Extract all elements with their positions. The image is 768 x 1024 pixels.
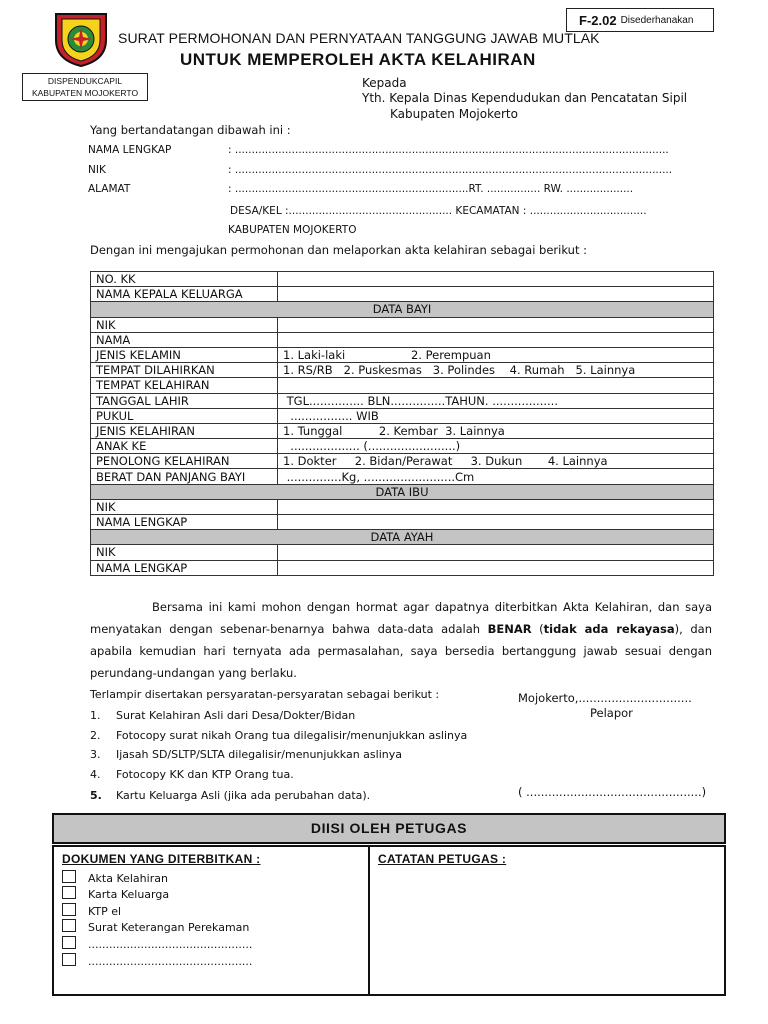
nik-field[interactable]: : ................................................................................................................................... [228, 164, 673, 176]
table-row [91, 408, 714, 423]
table-row-value[interactable]: 1. Laki-laki 2. Perempuan [278, 347, 714, 362]
table-row-value[interactable]: ................... (........................) [278, 439, 714, 454]
table-row-label: NIK [91, 545, 278, 560]
officer-notes-heading: CATATAN PETUGAS : [378, 852, 507, 866]
table-row-value[interactable]: ................. WIB [278, 408, 714, 423]
table-row-value[interactable] [278, 545, 714, 560]
requirement-number: 4. [90, 768, 101, 781]
agency-box [22, 73, 148, 101]
table-row [91, 287, 714, 302]
table-row-label: ANAK KE [91, 439, 278, 454]
recipient-kepada: Kepada [362, 76, 407, 90]
document-checkbox[interactable] [62, 936, 76, 949]
form-code-box [566, 8, 714, 32]
table-row-value[interactable] [278, 499, 714, 514]
document-checkbox[interactable] [62, 870, 76, 883]
document-checkbox[interactable] [62, 919, 76, 932]
requirements-intro: Terlampir disertakan persyaratan-persyaratan sebagai berikut : [90, 688, 440, 701]
table-row-label: TEMPAT DILAHIRKAN [91, 363, 278, 378]
requirement-number: 2. [90, 729, 101, 742]
signature-name-line[interactable]: ( ................................................) [518, 785, 707, 799]
table-section-heading: DATA BAYI [91, 302, 714, 317]
officer-section-title: DIISI OLEH PETUGAS [52, 813, 726, 844]
document-checkbox[interactable] [62, 903, 76, 916]
table-row [91, 317, 714, 332]
table-row [91, 378, 714, 393]
table-row-label: NAMA LENGKAP [91, 515, 278, 530]
table-row-value[interactable] [278, 378, 714, 393]
declaration-tidak-rekayasa: tidak ada rekayasa [543, 622, 675, 636]
table-row-value[interactable]: TGL............... BLN...............TAHUN. .................. [278, 393, 714, 408]
declaration-text-b: ( [531, 622, 544, 636]
table-row [91, 332, 714, 347]
table-row-value[interactable] [278, 272, 714, 287]
table-row-label: NIK [91, 499, 278, 514]
document-option-label: Karta Keluarga [88, 888, 170, 901]
requirement-text: Kartu Keluarga Asli (jika ada perubahan data). [116, 789, 371, 802]
officer-section-divider [368, 845, 370, 996]
requirement-number: 1. [90, 709, 101, 722]
document-option-label: ............................................... [88, 955, 253, 968]
table-section-row [91, 530, 714, 545]
table-row [91, 272, 714, 287]
table-row-label: JENIS KELAHIRAN [91, 423, 278, 438]
table-row-value[interactable]: 1. Dokter 2. Bidan/Perawat 3. Dukun 4. Lainnya [278, 454, 714, 469]
document-checkbox[interactable] [62, 886, 76, 899]
declaration-benar: BENAR [487, 622, 532, 636]
requirement-number: 3. [90, 748, 101, 761]
declaration-paragraph [90, 596, 712, 684]
table-row-label: JENIS KELAMIN [91, 347, 278, 362]
table-row-value[interactable]: 1. RS/RB 2. Puskesmas 3. Polindes 4. Rumah 5. Lainnya [278, 363, 714, 378]
table-row [91, 423, 714, 438]
table-row-label: NO. KK [91, 272, 278, 287]
statement-text: Dengan ini mengajukan permohonan dan melaporkan akta kelahiran sebagai berikut : [90, 243, 587, 257]
table-row-value[interactable] [278, 515, 714, 530]
document-title-line2: UNTUK MEMPEROLEH AKTA KELAHIRAN [180, 50, 536, 69]
table-row-value[interactable] [278, 317, 714, 332]
document-option-label: KTP el [88, 905, 122, 918]
requirement-item [90, 748, 402, 761]
regency-emblem-icon [52, 10, 110, 68]
requirement-item [90, 729, 467, 742]
table-row [91, 560, 714, 575]
birth-data-table [90, 271, 714, 576]
identity-intro: Yang bertandatangan dibawah ini : [90, 123, 291, 137]
agency-line1: DISPENDUKCAPIL [47, 76, 123, 86]
table-row-value[interactable]: 1. Tunggal 2. Kembar 3. Lainnya [278, 423, 714, 438]
document-title-line1: SURAT PERMOHONAN DAN PERNYATAAN TANGGUNG JAWAB MUTLAK [118, 30, 600, 46]
table-row-value[interactable] [278, 332, 714, 347]
table-row [91, 439, 714, 454]
nama-field[interactable]: : .................................................................................................................................. [228, 144, 669, 156]
table-row-value[interactable] [278, 560, 714, 575]
table-row-label: TEMPAT KELAHIRAN [91, 378, 278, 393]
table-row [91, 545, 714, 560]
requirement-text: Surat Kelahiran Asli dari Desa/Dokter/Bidan [116, 709, 356, 722]
requirement-text: Ijasah SD/SLTP/SLTA dilegalisir/menunjukkan aslinya [116, 748, 402, 761]
kabupaten-text: KABUPATEN MOJOKERTO [228, 224, 357, 236]
table-row [91, 347, 714, 362]
requirement-text: Fotocopy surat nikah Orang tua dilegalisir/menunjukkan aslinya [116, 729, 468, 742]
table-row [91, 499, 714, 514]
table-row [91, 469, 714, 484]
table-row-label: BERAT DAN PANJANG BAYI [91, 469, 278, 484]
document-option-label: ............................................... [88, 938, 253, 951]
table-row-label: NAMA [91, 332, 278, 347]
nik-label: NIK [88, 164, 106, 176]
table-row-value[interactable]: ...............Kg, .........................Cm [278, 469, 714, 484]
nama-label: NAMA LENGKAP [88, 144, 172, 156]
table-section-heading: DATA AYAH [91, 530, 714, 545]
table-row-label: PUKUL [91, 408, 278, 423]
desa-kecamatan-field[interactable]: DESA/KEL :................................................. KECAMATAN : ................................... [230, 205, 647, 217]
table-section-heading: DATA IBU [91, 484, 714, 499]
table-row-label: TANGGAL LAHIR [91, 393, 278, 408]
declaration-text-c: ), dan apabila kemudian hari ternyata ada permasalahan, saya bersedia bertanggung jawab sesuai dengan perundang-undangan yang berlaku. [90, 622, 712, 680]
requirement-item [90, 768, 294, 781]
requirement-item [90, 789, 370, 802]
table-row-label: PENOLONG KELAHIRAN [91, 454, 278, 469]
table-row-value[interactable] [278, 287, 714, 302]
form-note: Disederhanakan [620, 14, 694, 26]
document-option-label: Surat Keterangan Perekaman [88, 921, 250, 934]
alamat-label: ALAMAT [88, 183, 131, 195]
document-option-label: Akta Kelahiran [88, 872, 168, 885]
table-row [91, 454, 714, 469]
requirement-item [90, 709, 355, 722]
form-code: F-2.02 [579, 12, 617, 28]
recipient-title: Yth. Kepala Dinas Kependudukan dan Pencatatan Sipil [362, 91, 688, 105]
signature-role: Pelapor [590, 706, 633, 720]
document-checkbox[interactable] [62, 953, 76, 966]
table-section-row [91, 484, 714, 499]
table-row-label: NAMA LENGKAP [91, 560, 278, 575]
table-row [91, 363, 714, 378]
recipient-place: Kabupaten Mojokerto [390, 107, 518, 121]
requirement-number: 5. [90, 789, 102, 802]
alamat-field[interactable]: : ......................................................................RT. ................ RW. .................... [228, 183, 634, 195]
declaration-text-a: Bersama ini kami mohon dengan hormat agar dapatnya diterbitkan Akta Kelahiran, dan saya menyatakan dengan sebenar-benarnya bahwa data-data adalah [90, 600, 712, 636]
table-row-label: NIK [91, 317, 278, 332]
agency-line2: KABUPATEN MOJOKERTO [31, 88, 139, 98]
table-section-row [91, 302, 714, 317]
requirement-text: Fotocopy KK dan KTP Orang tua. [116, 768, 294, 781]
table-row-label: NAMA KEPALA KELUARGA [91, 287, 278, 302]
issued-documents-heading: DOKUMEN YANG DITERBITKAN : [62, 852, 261, 866]
table-row [91, 515, 714, 530]
table-row [91, 393, 714, 408]
signature-place-date[interactable]: Mojokerto,............................... [518, 691, 692, 705]
